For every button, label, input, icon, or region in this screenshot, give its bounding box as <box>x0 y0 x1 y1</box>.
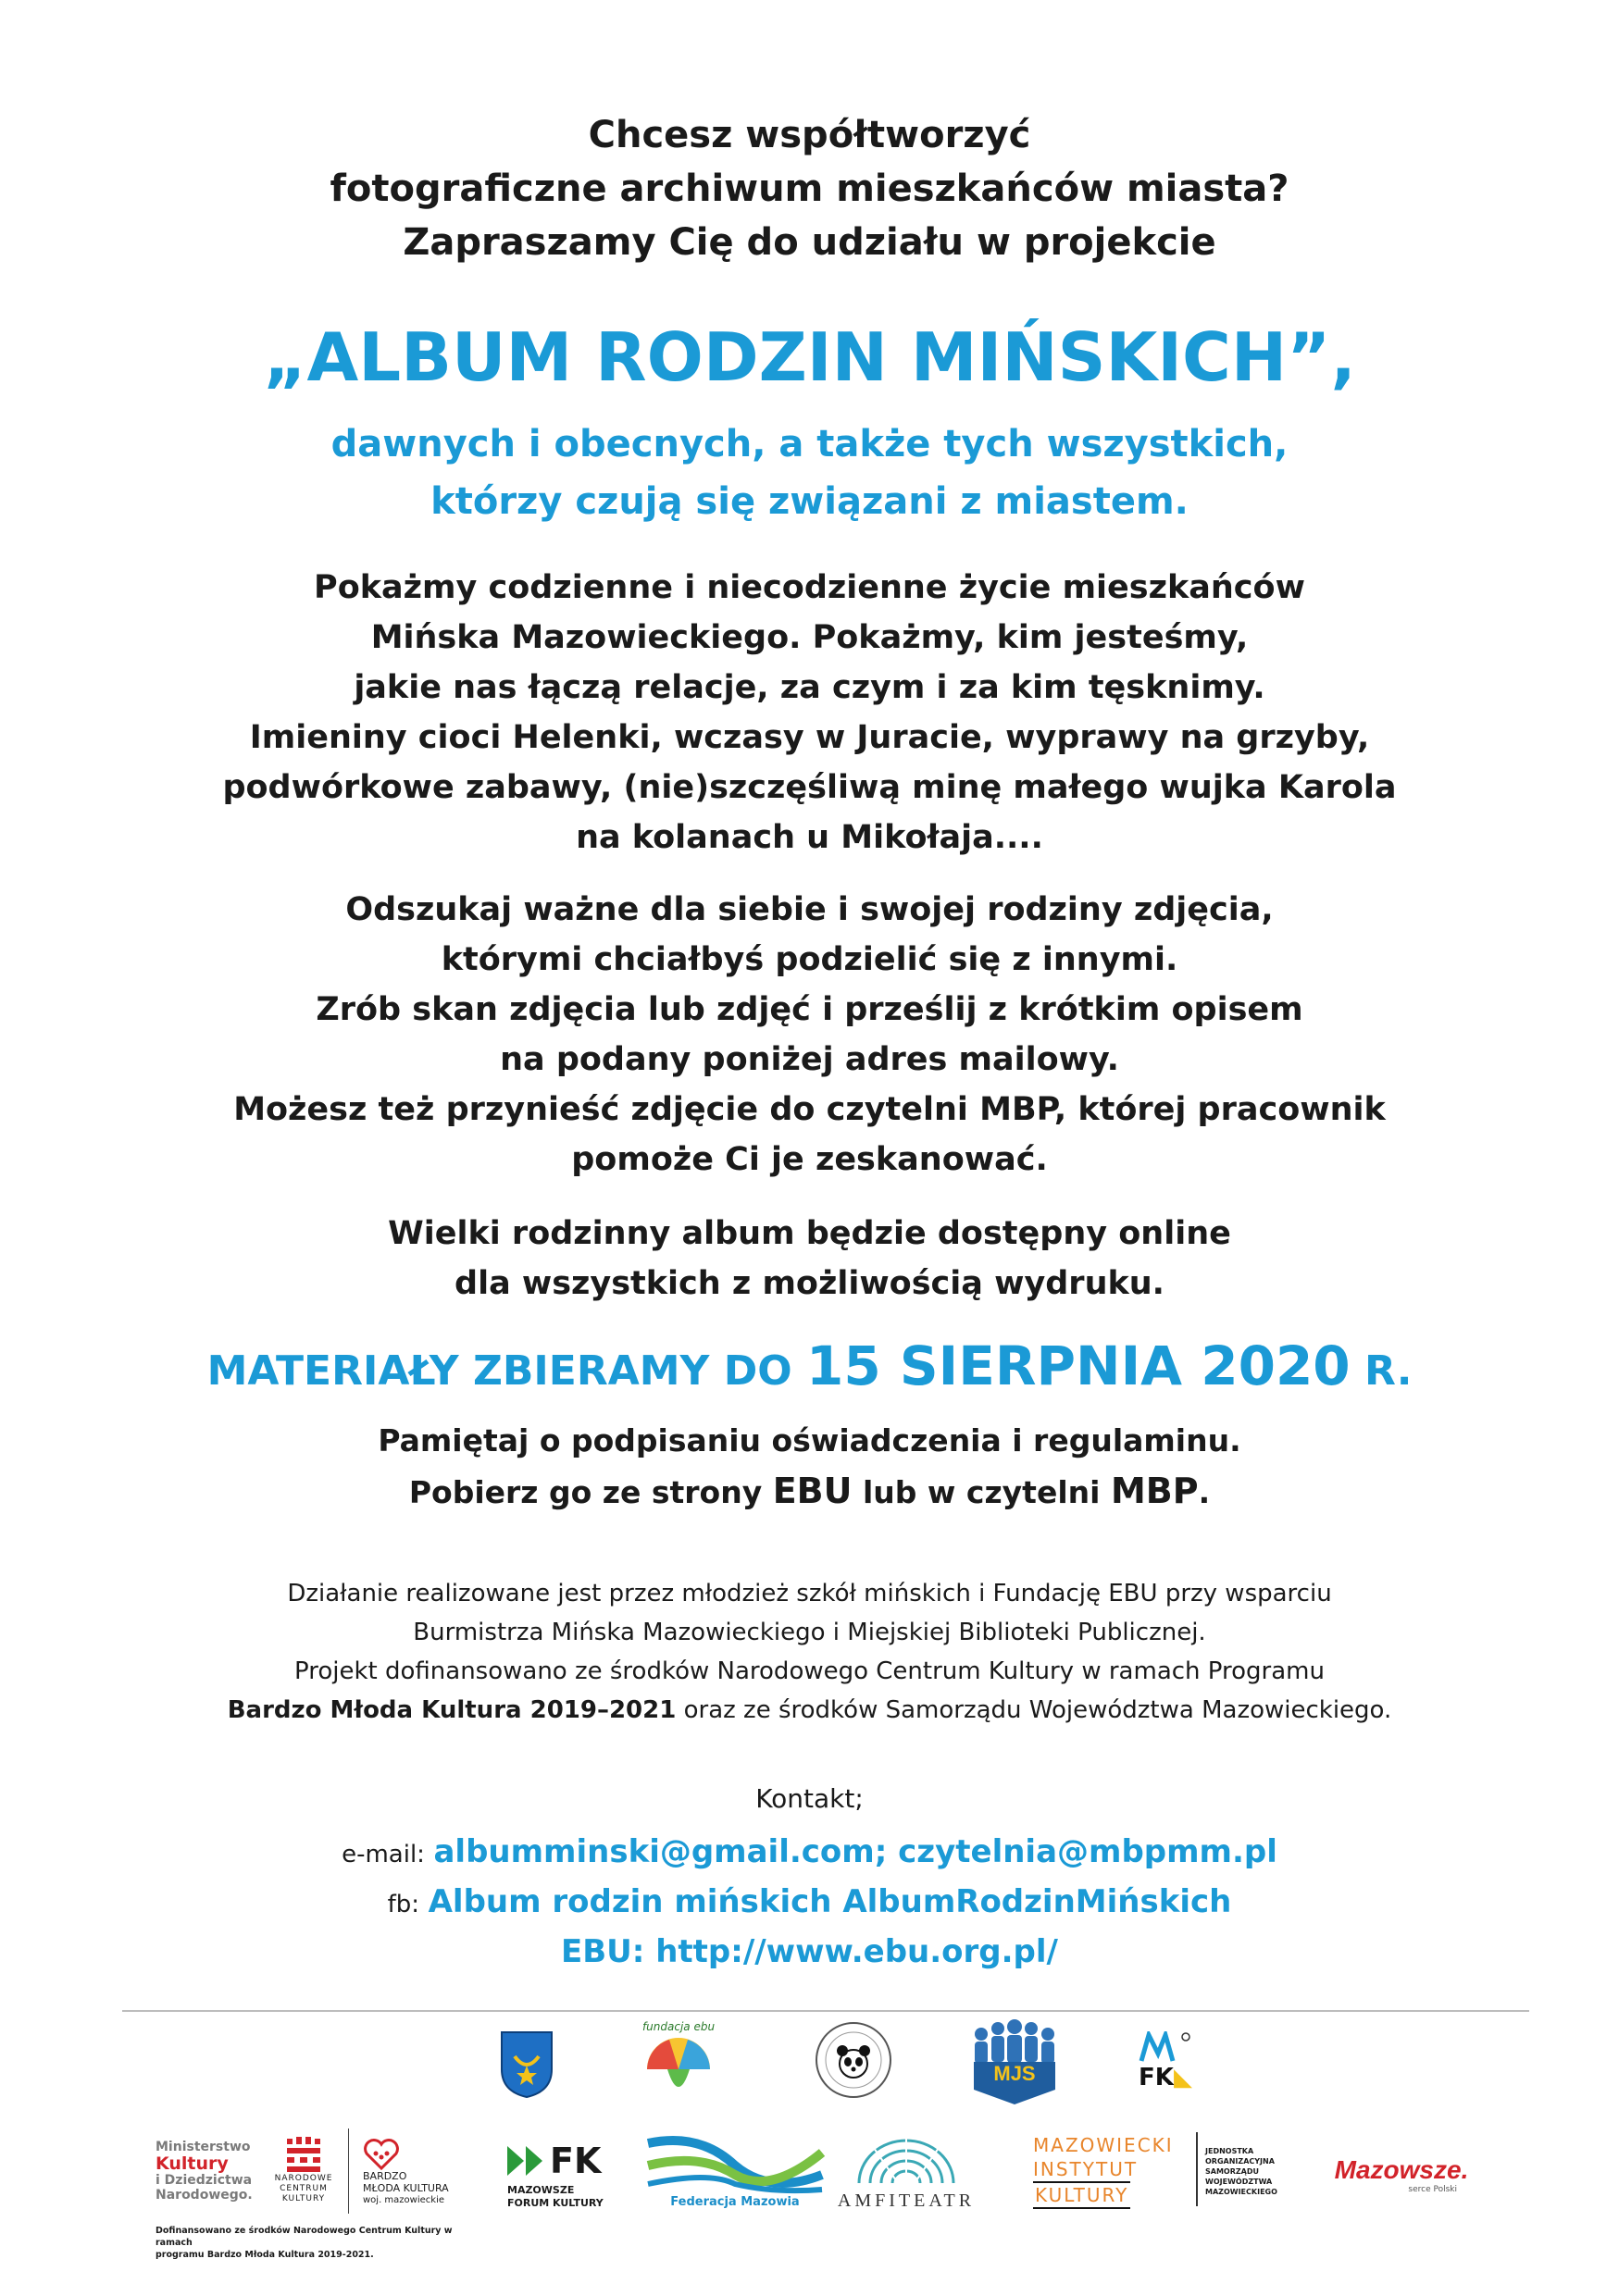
contact-ebu <box>0 1929 1619 1977</box>
para1-line: Pokażmy codzienne i niecodzienne życie mieszkańców <box>314 569 1305 606</box>
intro-line-2: fotograficzne archiwum mieszkańców miasta? <box>330 168 1289 210</box>
fundacja-ebu-logo <box>639 2017 718 2110</box>
reminder-period: . <box>1198 1474 1211 1510</box>
jednostka-line: JEDNOSTKA <box>1205 2146 1254 2155</box>
email-link[interactable]: albumminski@gmail.com; czytelnia@mbpmm.pl <box>433 1833 1277 1870</box>
fk-big-label: FK <box>550 2141 602 2181</box>
reminder-ebu: EBU <box>772 1471 853 1511</box>
fk-small-accent: ◣ <box>1173 2064 1192 2091</box>
reminder-line-2 <box>0 1466 1619 1518</box>
ministerstwo-line: i Dziedzictwa <box>156 2173 253 2188</box>
bmk-line: MŁODA KULTURA <box>363 2181 449 2194</box>
nck-line: KULTURY <box>281 2193 326 2203</box>
ministerstwo-logo <box>156 2128 265 2214</box>
para1-line: na kolanach u Mikołaja.... <box>576 819 1043 856</box>
nck-line: CENTRUM <box>280 2183 328 2193</box>
para3-line: dla wszystkich z możliwością wydruku. <box>455 1265 1164 1302</box>
dofinansowano-note <box>156 2225 489 2261</box>
reminder-text: Pobierz go ze strony <box>408 1474 763 1510</box>
bardzo-mloda-kultura-logo <box>363 2127 483 2215</box>
para2-line: Zrób skan zdjęcia lub zdjęć i prześlij z krótkim opisem <box>316 991 1303 1028</box>
project-title: „ALBUM RODZIN MIŃSKICH”, <box>263 318 1356 396</box>
mjs-text: MJS <box>993 2062 1036 2085</box>
fb-link[interactable]: Album rodzin mińskich AlbumRodzinMińskich <box>428 1883 1232 1920</box>
logo-divider <box>348 2128 349 2214</box>
dofinansowano-line: Dofinansowano ze środków Narodowego Centrum Kultury w ramach <box>156 2226 453 2248</box>
intro-line-3: Zapraszamy Cię do udziału w projekcie <box>403 221 1216 264</box>
mik-line: INSTYTUT <box>1033 2158 1139 2180</box>
contact-heading: Kontakt; <box>755 1783 864 1814</box>
contact-fb <box>0 1879 1619 1928</box>
jednostka-line: ORGANIZACYJNA <box>1205 2156 1275 2166</box>
jednostka-samorzadu-text <box>1205 2134 1307 2208</box>
mik-line: MAZOWIECKI <box>1033 2134 1174 2156</box>
fk-small-label: FK <box>1139 2064 1174 2091</box>
fb-label: fb: <box>387 1891 420 1918</box>
para2-line: Możesz też przynieść zdjęcie do czytelni MBP, której pracownik <box>233 1091 1386 1128</box>
para1-line: jakie nas łączą relacje, za czym i za kim tęsknimy. <box>354 669 1265 706</box>
divider <box>122 2010 1529 2012</box>
fundacja-ebu-text: fundacja ebu <box>641 2019 716 2033</box>
bmk-line: BARDZO <box>363 2169 407 2182</box>
subtitle-line-2: którzy czują się związani z miastem. <box>430 480 1189 523</box>
mfk-line: MAZOWSZE <box>507 2184 575 2196</box>
bmk-line: woj. mazowieckie <box>363 2194 444 2205</box>
funding-line-4 <box>0 1692 1619 1729</box>
deadline-date: 15 SIERPNIA 2020 <box>805 1334 1351 1397</box>
para2-line: Odszukaj ważne dla siebie i swojej rodziny zdjęcia, <box>345 891 1274 928</box>
contact-email <box>0 1829 1619 1878</box>
mazowiecki-instytut-kultury-logo <box>1033 2125 1172 2217</box>
fk-small-text <box>1139 2065 1192 2091</box>
mazowsze-sub-text: serce Polski <box>1408 2185 1457 2194</box>
para1-line: Mińska Mazowieckiego. Pokażmy, kim jesteśmy, <box>370 619 1249 656</box>
nck-line: NARODOWE <box>274 2173 333 2183</box>
email-label: e-mail: <box>342 1841 425 1868</box>
dofinansowano-line: programu Bardzo Młoda Kultura 2019-2021. <box>156 2250 374 2260</box>
mik-line: KULTURY <box>1033 2181 1130 2209</box>
mazowsze-serce-polski-logo <box>1318 2147 1485 2203</box>
mazowsze-text: Mazowsze. <box>1334 2155 1469 2184</box>
para3-line: Wielki rodzinny album będzie dostępny online <box>388 1215 1231 1252</box>
subtitle-line-1: dawnych i obecnych, a także tych wszystkich, <box>330 423 1289 465</box>
federacja-text: Federacja Mazowia <box>670 2194 800 2209</box>
deadline-suffix: R. <box>1364 1347 1413 1395</box>
reminder-line-1: Pamiętaj o podpisaniu oświadczenia i regulaminu. <box>378 1422 1241 1458</box>
mazowsze-forum-kultury-logo <box>507 2140 618 2214</box>
mazowsze-forum-kultury-logo-small <box>1135 2023 1196 2099</box>
intro-line-1: Chcesz współtworzyć <box>588 114 1031 156</box>
minsk-coat-of-arms-logo <box>500 2030 554 2099</box>
funding-line-2: Burmistrza Mińska Mazowieckiego i Miejskiej Biblioteki Publicznej. <box>413 1619 1206 1646</box>
jednostka-line: MAZOWIECKIEGO <box>1205 2187 1277 2196</box>
deadline <box>0 1334 1619 1399</box>
amfiteatr-text: AMFITEATR <box>837 2190 976 2211</box>
para2-line: którymi chciałbyś podzielić się z innymi. <box>441 941 1178 978</box>
para1-line: podwórkowe zabawy, (nie)szczęśliwą minę małego wujka Karola <box>222 769 1397 806</box>
library-panda-logo <box>815 2021 892 2099</box>
funding-rest: oraz ze środków Samorządu Województwa Mazowieckiego. <box>676 1696 1392 1724</box>
ministerstwo-line: Ministerstwo <box>156 2140 251 2154</box>
amfiteatr-logo <box>837 2132 976 2215</box>
federacja-mazowia-logo <box>644 2128 826 2214</box>
ebu-link[interactable]: EBU: http://www.ebu.org.pl/ <box>561 1933 1058 1970</box>
funding-line-1: Działanie realizowane jest przez młodzież szkół mińskich i Fundację EBU przy wsparciu <box>287 1580 1332 1607</box>
deadline-prefix: MATERIAŁY ZBIERAMY DO <box>206 1347 792 1395</box>
jednostka-line: SAMORZĄDU <box>1205 2166 1260 2176</box>
mfk-mark <box>507 2141 602 2181</box>
para2-line: pomoże Ci je zeskanować. <box>571 1141 1048 1178</box>
funding-line-3: Projekt dofinansowano ze środków Narodowego Centrum Kultury w ramach Programu <box>294 1657 1325 1685</box>
funding-program: Bardzo Młoda Kultura 2019–2021 <box>227 1696 677 1724</box>
para1-line: Imieniny cioci Helenki, wczasy w Juracie, wyprawy na grzyby, <box>249 719 1370 756</box>
para2-line: na podany poniżej adres mailowy. <box>500 1041 1119 1078</box>
ministerstwo-line: Narodowego. <box>156 2188 253 2203</box>
logo-divider <box>1196 2132 1198 2206</box>
ministerstwo-line: Kultury <box>156 2153 229 2174</box>
reminder-mbp: MBP <box>1110 1471 1199 1511</box>
mjs-logo <box>968 2017 1061 2106</box>
jednostka-line: WOJEWÓDZTWA <box>1205 2177 1273 2186</box>
mfk-line: FORUM KULTURY <box>507 2197 604 2209</box>
reminder-text: lub w czytelni <box>863 1474 1101 1510</box>
nck-logo <box>274 2123 333 2215</box>
